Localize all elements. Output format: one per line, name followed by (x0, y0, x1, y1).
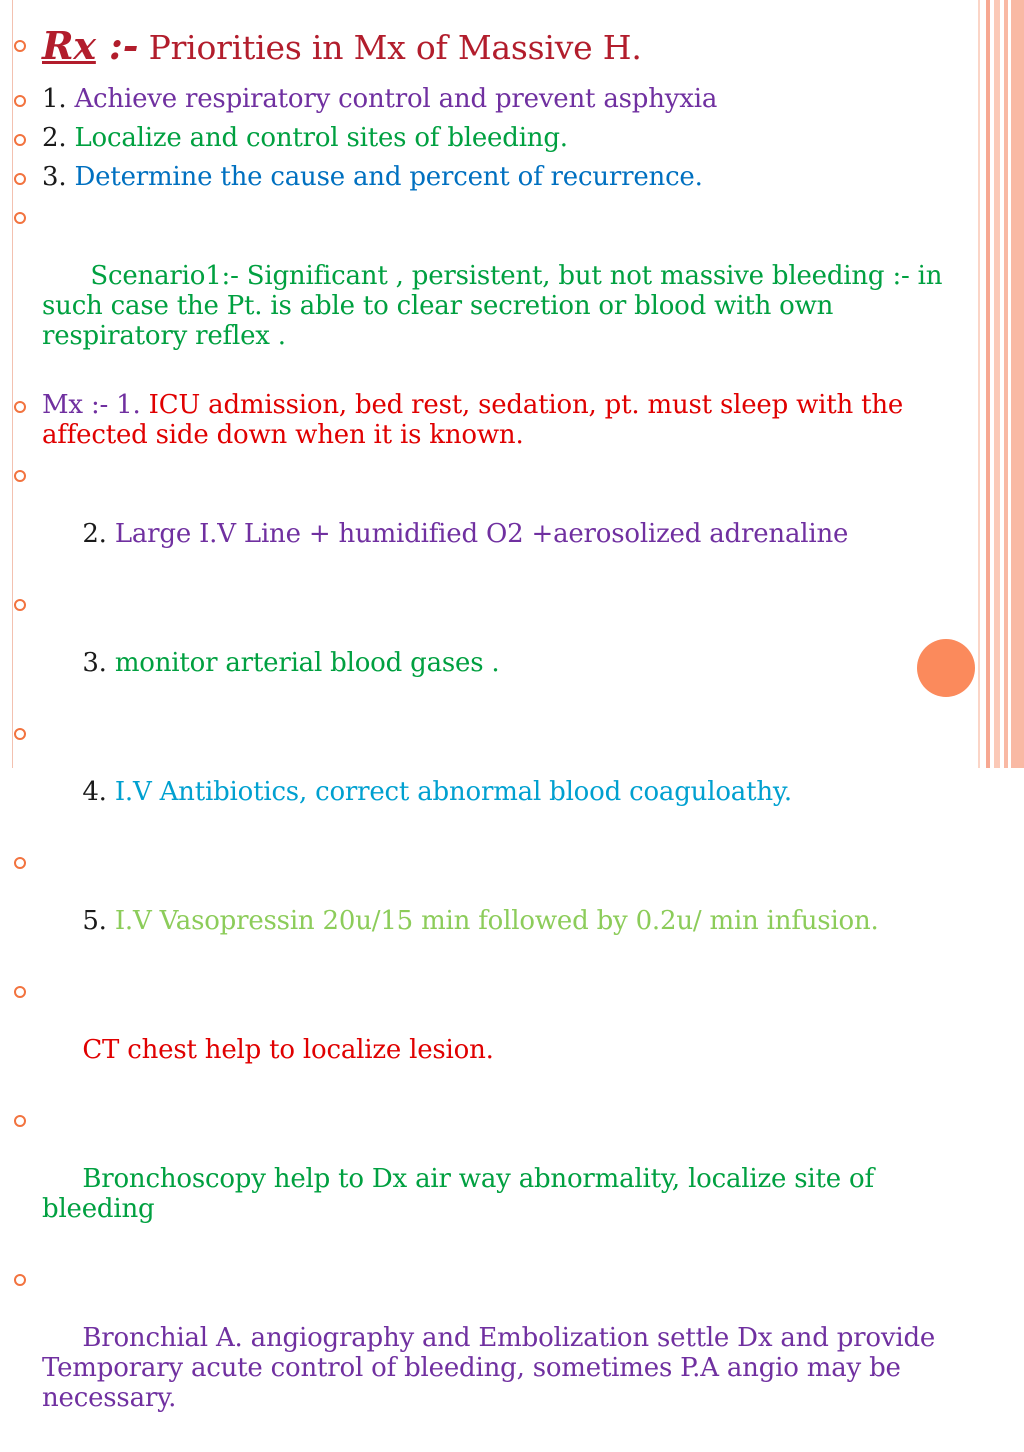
item-number: 2. (74, 519, 115, 549)
item-text: Large I.V Line + humidified O2 +aerosolized adrenaline (114, 519, 849, 549)
bullet-ring-icon (14, 986, 26, 998)
list-item (14, 459, 972, 579)
bullet-ring-icon (14, 857, 26, 869)
item-text: monitor arterial blood gases . (114, 648, 500, 678)
item-text: Bronchial A. angiography and Embolization settle Dx and provide Temporary acute control of bleeding, sometimes P.A angio may be necessary. (42, 1323, 944, 1413)
bullet-ring-icon (14, 173, 26, 185)
bullet-ring-icon (14, 212, 26, 224)
bullet-ring-icon (14, 134, 26, 146)
item-number: 5. (74, 906, 115, 936)
accent-circle (917, 639, 975, 697)
list-item (14, 588, 972, 708)
list-item (14, 1263, 972, 1443)
decorative-stripes (978, 0, 1024, 768)
list-item (14, 1104, 972, 1254)
rx-label: Rx (42, 23, 96, 68)
title-text: Priorities in Mx of Massive H. (138, 28, 642, 67)
bullet-ring-icon (14, 470, 26, 482)
list-item (14, 717, 972, 837)
item-text: Achieve respiratory control and prevent asphyxia (74, 84, 718, 114)
slide-title (14, 24, 972, 70)
list-item (14, 162, 972, 192)
rx-dash: :- (95, 23, 139, 68)
item-text: ICU admission, bed rest, sedation, pt. must sleep with the affected side down when it is known. (42, 390, 904, 450)
bullet-ring-icon (14, 40, 26, 52)
item-number: 2. (42, 123, 75, 153)
item-text: CT chest help to localize lesion. (74, 1035, 494, 1065)
bullet-ring-icon (14, 95, 26, 107)
list-item (14, 123, 972, 153)
item-text: Determine the cause and percent of recurrence. (74, 162, 703, 192)
item-text: Bronchoscopy help to Dx air way abnormality, localize site of bleeding (42, 1164, 882, 1224)
item-text: I.V Vasopressin 20u/15 min followed by 0.2u/ min infusion. (114, 906, 879, 936)
item-text: Localize and control sites of bleeding. (74, 123, 568, 153)
list-item (14, 975, 972, 1095)
bullet-ring-icon (14, 1115, 26, 1127)
bullet-ring-icon (14, 599, 26, 611)
list-item (14, 390, 972, 450)
bullet-ring-icon (14, 401, 26, 413)
slide-content (14, 24, 972, 1452)
left-border (0, 0, 13, 768)
list-item (14, 84, 972, 114)
item-number: 3. (42, 162, 75, 192)
item-number: 1. (42, 84, 75, 114)
list-item (14, 201, 972, 381)
bullet-ring-icon (14, 1274, 26, 1286)
list-item (14, 846, 972, 966)
item-prefix: Mx :- 1. (42, 390, 149, 420)
item-text: I.V Antibiotics, correct abnormal blood coaguloathy. (114, 777, 792, 807)
item-number: 3. (74, 648, 115, 678)
bullet-ring-icon (14, 728, 26, 740)
item-number: 4. (74, 777, 115, 807)
item-text: Scenario1:- Significant , persistent, but not massive bleeding :- in such case the Pt. is able to clear secretion or blood with own respiratory reflex . (42, 261, 951, 351)
